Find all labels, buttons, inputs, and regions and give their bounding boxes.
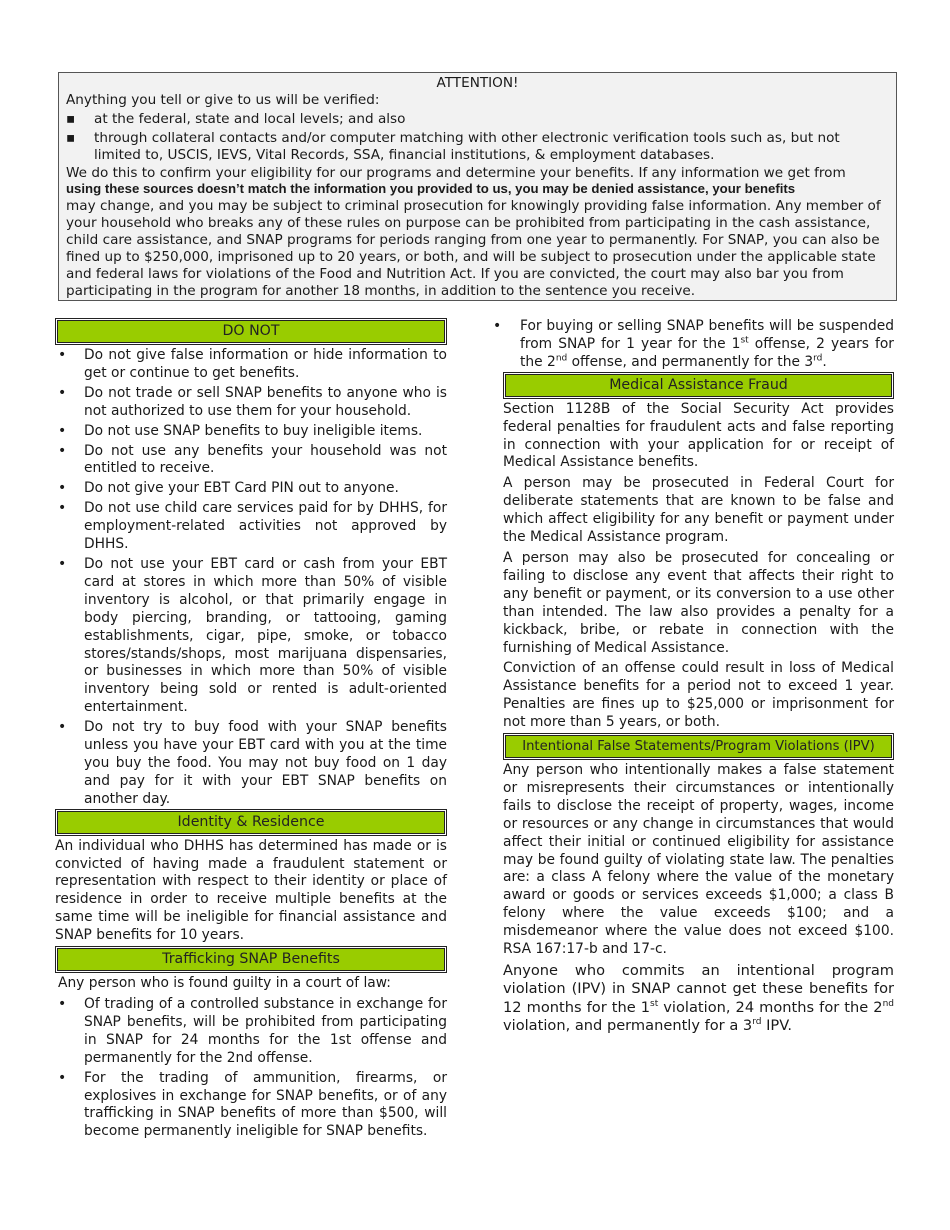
list-item: • Do not trade or sell SNAP benefits to anyone who is not authorized to use them for your household.: [55, 385, 447, 421]
list-item: • Do not use your EBT card or cash from your EBT card at stores in which more than 50% of visible inventory is alcohol, or that primarily engage in body piercing, branding, or tattooing, gaming establishments, cigar, pipe, smoke, or tobacco stores/stands/shops, most marijuana dispensaries, or businesses in which more than 50% of visible inventory being sold or rented is adult-oriented entertainment.: [55, 556, 447, 717]
attention-title: ATTENTION!: [436, 75, 519, 91]
trafficking-list-continued: [485, 318, 894, 372]
attention-bullet: ▪ at the federal, state and local levels; and also: [66, 111, 889, 128]
attention-body-bold: using these sources doesn’t match the information you provided to us, you may be denied assistance, your benefits: [66, 181, 796, 197]
medical-paragraph: Conviction of an offense could result in loss of Medical Assistance benefits for a period not to exceed 1 year. Penalties are fines up to $25,000 or imprisonment for not more than 5 years, or both.: [503, 660, 894, 731]
medical-paragraph: A person may be prosecuted in Federal Court for deliberate statements that are known to be false and which affect eligibility for any benefit or payment under the Medical Assistance program.: [503, 475, 894, 546]
ipv-text: Any person who intentionally makes a false statement or misrepresents their circumstances or intentionally fails to disclose the receipt of property, wages, income or resources or any change in circumstances that would affect their initial or continued eligibility for assistance may be found guilty of violating state law. The penalties are: a class A felony where the value of the monetary award or goods or services exceeds $1,000; a class B felony where the value exceeds $100; and a misdemeanor where the value does not exceed $100. RSA 167:17-b and 17-c.: [503, 762, 894, 958]
ipv-snap-text: Anyone who commits an intentional program violation (IPV) in SNAP cannot get these benefits for 12 months for the 1st violation, 24 months for the 2nd violation, and permanently for a 3rd IPV.: [503, 962, 894, 1035]
list-item: • Do not give your EBT Card PIN out to anyone.: [55, 480, 447, 498]
trafficking-intro: Any person who is found guilty in a court of law:: [58, 975, 391, 992]
trafficking-heading: Trafficking SNAP Benefits: [57, 948, 445, 971]
medical-paragraph: A person may also be prosecuted for concealing or failing to disclose any event that affects their right to any benefit or payment, or its conversion to a use other than intended. The law also provides a penalty for a kickback, bribe, or rebate in connection with the furnishing of Medical Assistance.: [503, 549, 894, 656]
list-item: • For buying or selling SNAP benefits will be suspended from SNAP for 1 year for the 1st offense, 2 years for the 2nd offense, and permanently for the 3rd.: [485, 318, 894, 372]
attention-body-end: may change, and you may be subject to criminal prosecution for knowingly providing false information. Any member of your household who breaks any of these rules on purpose can be prohibited from participating in the cash assistance, child care assistance, and SNAP programs for periods ranging from one year to permanently. For SNAP, you can also be fined up to $250,000, imprisoned up to 20 years, or both, and will be subject to prosecution under the applicable state and federal laws for violations of the Food and Nutrition Act. If you are convicted, the court may also bar you from participating in the program for another 18 months, in addition to the sentence you receive.: [66, 198, 881, 299]
list-item: • For the trading of ammunition, firearms, or explosives in exchange for SNAP benefits, or of any trafficking in SNAP benefits of more than $500, will become permanently ineligible for SNAP benefits.: [55, 1070, 447, 1142]
list-item: • Do not give false information or hide information to get or continue to get benefits.: [55, 347, 447, 383]
attention-body-start: We do this to confirm your eligibility for our programs and determine your benefits. If any information we get from: [66, 164, 846, 181]
list-item: • Do not use SNAP benefits to buy ineligible items.: [55, 423, 447, 441]
do-not-list: [55, 347, 447, 809]
left-column: [55, 318, 447, 1143]
do-not-heading: DO NOT: [57, 320, 445, 343]
list-item: • Do not use child care services paid for by DHHS, for employment-related activities not approved by DHHS.: [55, 500, 447, 554]
trafficking-list: [55, 996, 447, 1141]
identity-text: An individual who DHHS has determined has made or is convicted of having made a fraudulent statement or representation with respect to their identity or place of residence in order to receive multiple benefits at the same time will be ineligible for financial assistance and SNAP benefits for 10 years.: [55, 837, 447, 944]
list-item: • Of trading of a controlled substance in exchange for SNAP benefits, will be prohibited from participating in SNAP for 24 months for the 1st offense and permanently for the 2nd offense.: [55, 996, 447, 1068]
list-item: • Do not try to buy food with your SNAP benefits unless you have your EBT card with you at the time you buy the food. You may not buy food on 1 day and pay for it with your EBT SNAP benefits on another day.: [55, 719, 447, 809]
right-column: [485, 318, 894, 1039]
attention-body: [66, 165, 889, 300]
medical-paragraph: Section 1128B of the Social Security Act provides federal penalties for fraudulent acts and false reporting in connection with your application for or receipt of Medical Assistance benefits.: [503, 400, 894, 471]
ipv-heading: Intentional False Statements/Program Violations (IPV): [505, 735, 892, 758]
attention-bullet: ▪ through collateral contacts and/or computer matching with other electronic verification tools such as, but not limited to, USCIS, IEVS, Vital Records, SSA, financial institutions, & employment databases.: [66, 130, 889, 164]
medical-heading: Medical Assistance Fraud: [505, 374, 892, 397]
attention-intro: Anything you tell or give to us will be verified:: [66, 91, 380, 108]
identity-heading: Identity & Residence: [57, 811, 445, 834]
list-item: • Do not use any benefits your household was not entitled to receive.: [55, 443, 447, 479]
attention-list: [66, 111, 889, 164]
attention-box: [58, 72, 897, 301]
